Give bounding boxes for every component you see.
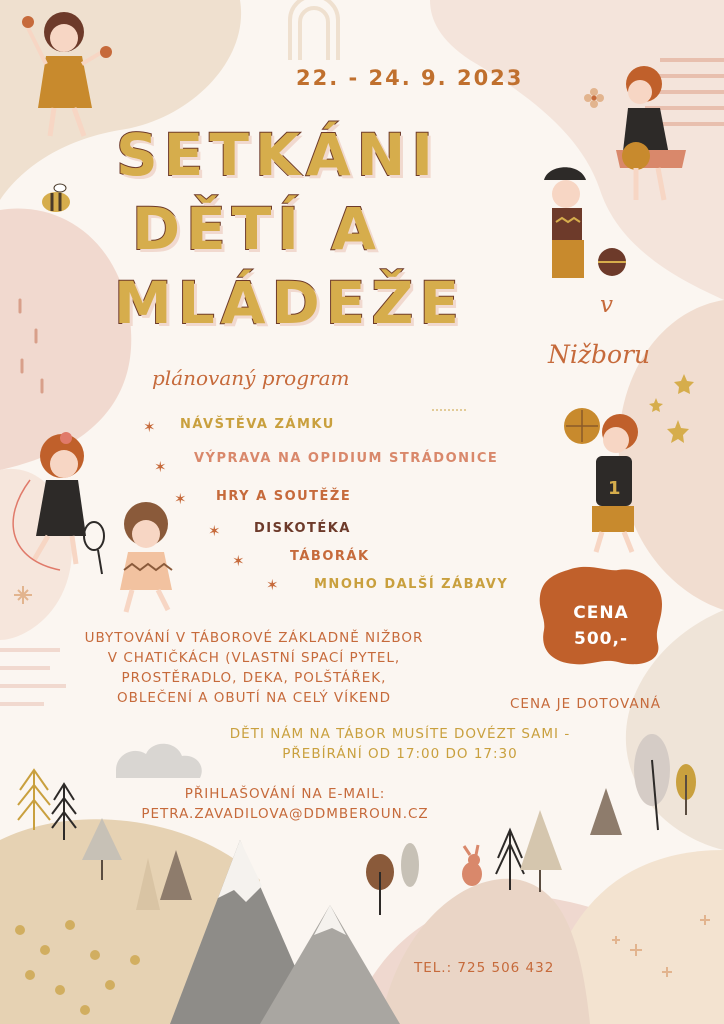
accommodation-line: UBYTOVÁNÍ V TÁBOROVÉ ZÁKLADNĚ NIŽBOR	[84, 630, 424, 646]
stripes-left	[0, 650, 66, 704]
boy-basketball-illustration	[564, 408, 638, 552]
price-note: CENA JE DOTOVANÁ	[510, 696, 661, 712]
svg-text:1: 1	[608, 478, 621, 499]
rabbit-icon	[462, 845, 482, 886]
program-item: TÁBORÁK	[290, 549, 370, 564]
accommodation-line: V CHATIČKÁCH (VLASTNÍ SPACÍ PYTEL,	[107, 650, 401, 666]
registration-label: PŘIHLAŠOVÁNÍ NA E-MAIL:	[184, 786, 386, 802]
sparkle-star-icon: ✶	[266, 576, 279, 594]
transport-line: DĚTI NÁM NA TÁBOR MUSÍTE DOVÉZT SAMI -	[229, 726, 571, 742]
sparkle-star-icon: ✶	[174, 490, 187, 508]
arch-lines	[290, 0, 338, 60]
left-pink-blob	[0, 208, 131, 470]
title-line-3: MLÁDEŽE	[114, 269, 466, 337]
price-value: 500,-	[574, 629, 628, 649]
accommodation-line: PROSTĚRADLO, DEKA, POLŠTÁŘEK,	[121, 670, 387, 686]
program-item: DISKOTÉKA	[254, 521, 351, 536]
program-item: NÁVŠTĚVA ZÁMKU	[180, 417, 335, 432]
bee-icon	[42, 184, 70, 212]
sparkle-star-icon: ✶	[143, 418, 156, 436]
location-preposition: v	[600, 292, 613, 318]
sparkle-star-icon: ✶	[232, 552, 245, 570]
program-item: MNOHO DALŠÍ ZÁBAVY	[314, 577, 509, 592]
program-item: VÝPRAVA NA OPIDIUM STRÁDONICE	[194, 451, 499, 466]
program-heading: plánovaný program	[152, 366, 350, 390]
price-label-group	[538, 600, 664, 652]
transport-line: PŘEBÍRÁNÍ OD 17:00 DO 17:30	[282, 746, 518, 762]
transport-info	[210, 724, 590, 764]
registration-info	[120, 784, 450, 824]
sparkle-star-icon: ✶	[208, 522, 221, 540]
registration-email[interactable]: PETRA.ZAVADILOVA@DDMBEROUN.CZ	[141, 806, 429, 822]
cloud-icon	[116, 744, 202, 778]
event-date: 22. - 24. 9. 2023	[296, 66, 524, 90]
phone-number[interactable]: TEL.: 725 506 432	[414, 960, 555, 976]
title-line-1: SETKÁNI	[116, 121, 439, 189]
girl-racket-illustration	[84, 502, 172, 612]
price-label: CENA	[573, 603, 629, 623]
accommodation-info	[74, 628, 434, 708]
program-item: HRY A SOUTĚŽE	[216, 489, 352, 504]
location-name: Nižboru	[548, 340, 651, 369]
accommodation-line: OBLEČENÍ A OBUTÍ NA CELÝ VÍKEND	[116, 690, 392, 706]
title-line-2: DĚTÍ A	[132, 195, 382, 263]
sparkle-star-icon: ✶	[154, 458, 167, 476]
